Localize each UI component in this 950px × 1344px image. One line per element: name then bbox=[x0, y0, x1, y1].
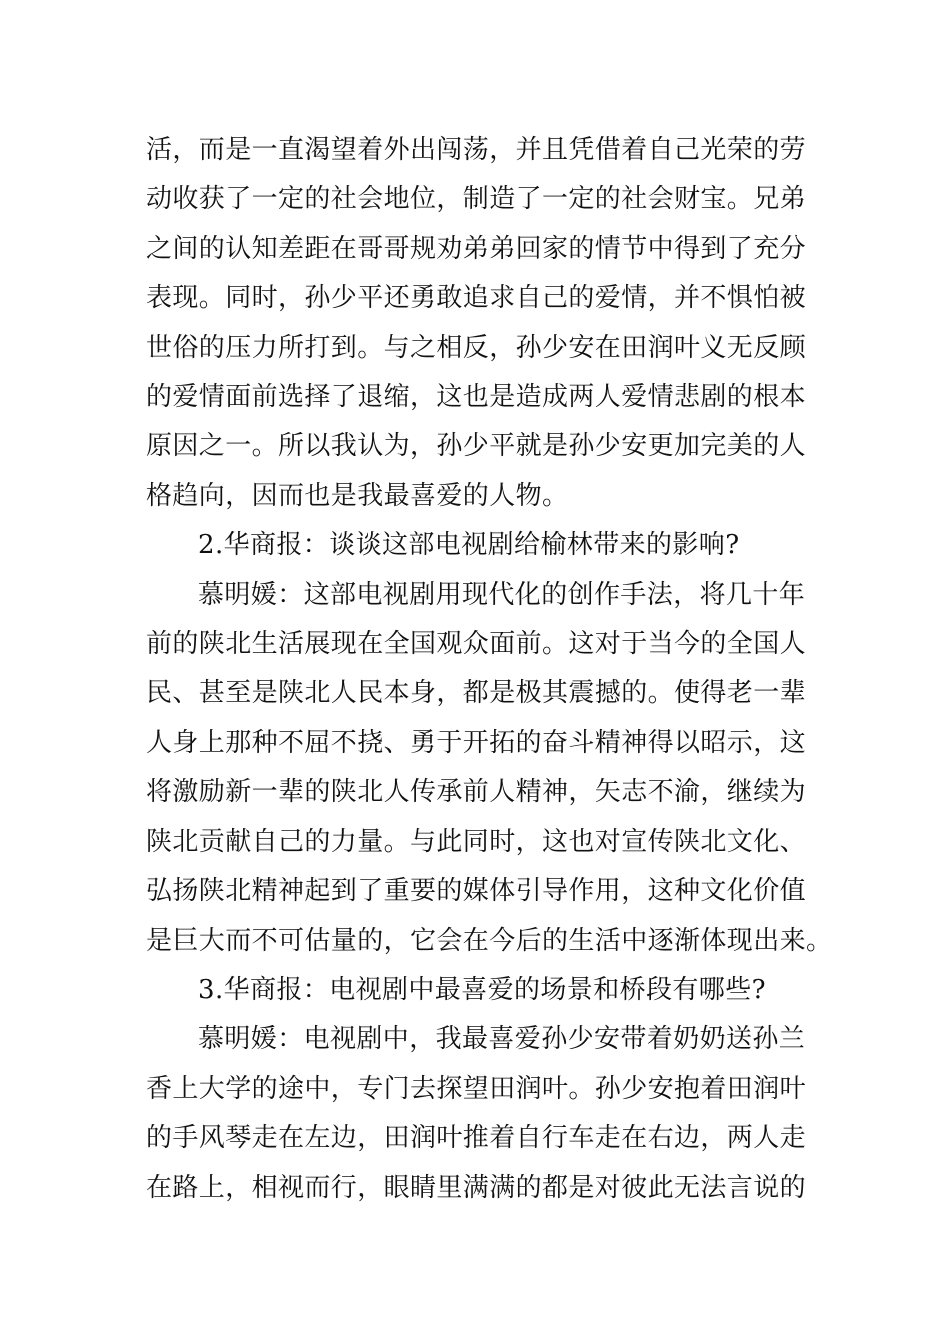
question-2-heading bbox=[146, 521, 806, 570]
text-line: 世俗的压力所打到。与之相反，孙少安在田润叶义无反顾 bbox=[146, 332, 807, 363]
text-line: 3.华商报：电视剧中最喜爱的场景和桥段有哪些? bbox=[198, 974, 766, 1005]
text-line: 弘扬陕北精神起到了重要的媒体引导作用，这种文化价值 bbox=[146, 876, 807, 907]
text-line: 原因之一。所以我认为，孙少平就是孙少安更加完美的人 bbox=[146, 431, 807, 462]
text-line: 是巨大而不可估量的，它会在今后的生活中逐渐体现出来。 bbox=[146, 925, 833, 956]
text-line: 慕明媛：电视剧中，我最喜爱孙少安带着奶奶送孙兰 bbox=[198, 1024, 806, 1055]
text-line: 的爱情面前选择了退缩，这也是造成两人爱情悲剧的根本 bbox=[146, 382, 807, 413]
text-line: 香上大学的途中，专门去探望田润叶。孙少安抱着田润叶 bbox=[146, 1073, 807, 1104]
text-line: 之间的认知差距在哥哥规劝弟弟回家的情节中得到了充分 bbox=[146, 233, 807, 264]
text-line: 的手风琴走在左边，田润叶推着自行车走在右边，两人走 bbox=[146, 1123, 807, 1154]
answer-3-paragraph bbox=[146, 1015, 806, 1213]
text-line: 将激励新一辈的陕北人传承前人精神，矢志不渝，继续为 bbox=[146, 777, 807, 808]
paragraph-continuation bbox=[146, 126, 806, 521]
text-line: 2.华商报：谈谈这部电视剧给榆林带来的影响? bbox=[198, 530, 740, 561]
text-line: 陕北贡献自己的力量。与此同时，这也对宣传陕北文化、 bbox=[146, 826, 807, 857]
text-line: 慕明媛：这部电视剧用现代化的创作手法，将几十年 bbox=[198, 579, 806, 610]
text-line: 活，而是一直渴望着外出闯荡，并且凭借着自己光荣的劳 bbox=[146, 135, 807, 165]
text-line: 人身上那种不屈不挠、勇于开拓的奋斗精神得以昭示，这 bbox=[146, 727, 807, 758]
question-3-heading bbox=[146, 966, 806, 1015]
text-line: 表现。同时，孙少平还勇敢追求自己的爱情，并不惧怕被 bbox=[146, 283, 807, 314]
text-line: 民、甚至是陕北人民本身，都是极其震撼的。使得老一辈 bbox=[146, 678, 807, 709]
text-line: 前的陕北生活展现在全国观众面前。这对于当今的全国人 bbox=[146, 629, 807, 660]
text-line: 在路上，相视而行，眼睛里满满的都是对彼此无法言说的 bbox=[146, 1172, 807, 1203]
answer-2-paragraph bbox=[146, 571, 833, 966]
text-line: 格趋向，因而也是我最喜爱的人物。 bbox=[146, 480, 569, 511]
body-text bbox=[146, 126, 833, 1213]
text-line: 动收获了一定的社会地位，制造了一定的社会财宝。兄弟 bbox=[146, 184, 807, 215]
